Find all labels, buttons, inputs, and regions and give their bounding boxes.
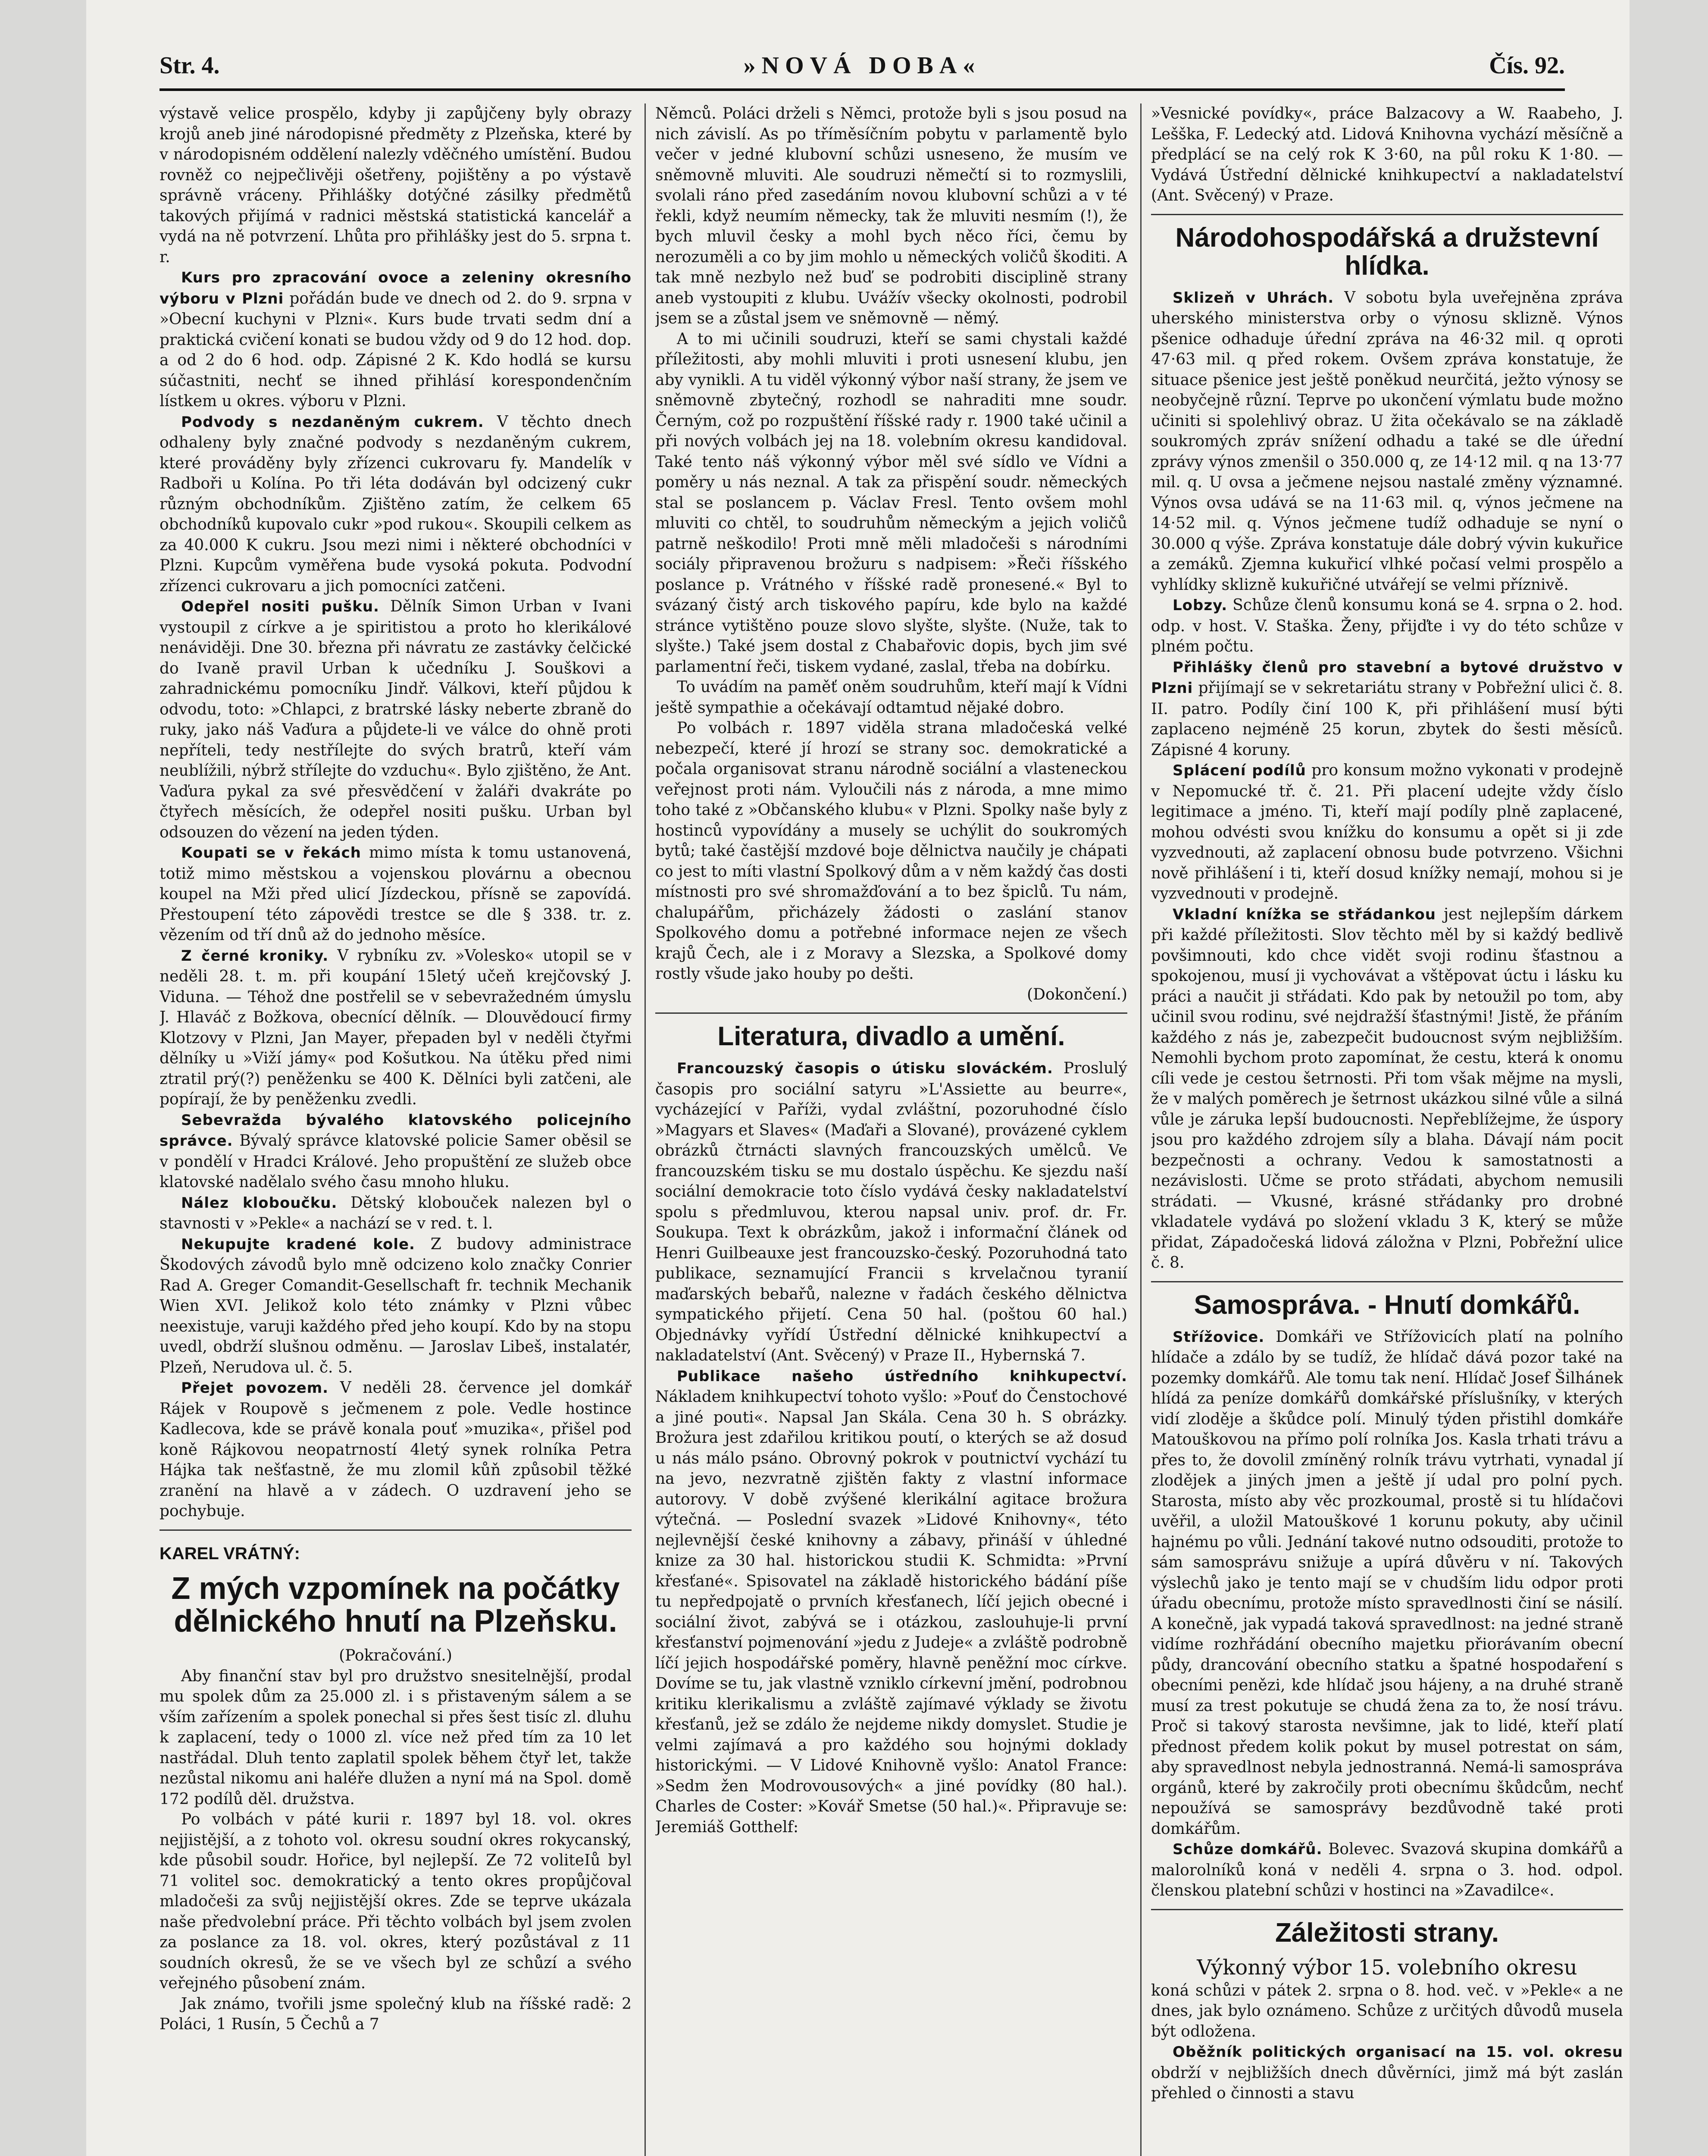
news-item [655,1366,1127,1838]
item-text: jest nejlepším dárkem při každé příležitosti. Slov těchto měl by si každý bedlivě povšimnouti, kdo chce vidět svoji rodinu šťastnou a spokojenou, musí ji vychovávat a vštěpovat úctu i lásku ku práci a naučit ji střádati. Kdo pak by netoužil po tom, aby učinil svou rodinu, své nejdražší šťastnými! Jistě, že přáním každého z nás je, zabezpečit budoucnost svým nejbližším. Nemohli bychom proto zapomínat, že cestu, která k onomu cíli vede je cestou šetrnosti. Při tom však mějme na mysli, že v malých poměrech je šetrnost ukázkou silné vůle a silná vůle je záruka lepší budoucnosti. Nepřeblížejme, že úspory jsou pro každého zdrojem síly a blaha. Dávají nám pocit bezpečnosti a ochrany. Vedou k samostatnosti a nezávislosti. Učme se proto střádati, abychom nemusili strádati. — Vkusné, krásné střádanky pro drobné vkladatele vydává po složení vkladu 3 K, který se může přidat, Západočeská lidová záložna v Plzni, Pobřežní ulice č. 8. [1151,905,1623,1272]
column-2 [655,103,1127,2156]
news-item [1151,904,1623,1273]
article-title: Z mých vzpomínek na počátky dělnického hnutí na Plzeňsku. [171,1571,620,1639]
article-text: Aby finanční stav byl pro družstvo snesitelnější, prodal mu spolek dům za 25.000 zl. i s přistaveným sálem a se vším zařízením a spolek ponechal si přes šest tisíc zl. dluhu k zaplacení, tedy o 1000 zl. více než před tím za 10 let nastřádal. Dluh tento zaplatil spolek během čtyř let, takže nezůstal nikomu ani haléře dlužen a nyní má na Spol. domě 172 podílů děl. družstva. [160,1667,632,1808]
item-text: Schůze členů konsumu koná se 4. srpna o 2. hod. odp. v host. V. Staška. Ženy, přijďte i vy do této schůze v plném počtu. [1151,596,1623,656]
item-text: V rybníku zv. »Volesko« utopil se v neděli 28. t. m. při koupání 15letý učeň krejčovský J. Viduna. — Téhož dne postřelil se v sebevražedném úmyslu J. Hlaváč z Božkova, obecnící dělník. — Dlouvědoucí firmy Klotzovy v Plzni, Jan Mayer, přepaden byl v neděli čtyřmi dělníky u »Viží jámy« pod Košutkou. Na útěku před nimi ztratil prý(?) peněženku se 400 K. Dělníci byli zatčeni, ale popírají, že by peněženku zvedli. [160,946,632,1108]
item-heading: Lobzy. [1173,597,1228,614]
item-text: Bývalý správce klatovské policie Samer oběsil se v pondělí v Hradci Králové. Jeho propuštění ze služeb obce klatovské nadělalo svého času mnoho hluku. [160,1132,632,1191]
section-rule [1151,1281,1623,1282]
item-heading: Střížovice. [1173,1328,1265,1346]
item-heading: Kurs pro zpracování ovoce a zeleniny okresního výboru v Plzni [160,269,632,307]
section-rule [655,1012,1127,1014]
item-heading: Publikace našeho ústředního knihkupectví. [677,1367,1127,1385]
item-heading: Splácení podílů [1173,762,1306,780]
section-heading-party: Záležitosti strany. [1275,1918,1499,1948]
news-item [160,412,632,597]
section-rule [160,1529,632,1531]
news-item [655,1058,1127,1366]
item-text: Bolevec. Svazová skupina domkářů a malorolníků koná v neděli 4. srpna o 3. hod. odpol. členskou platební schůzi v hostinci na »Zavadilce«. [1151,1840,1623,1900]
column-3 [1151,103,1623,2156]
item-heading: Schůze domkářů. [1173,1841,1323,1858]
news-item [1151,1839,1623,1901]
item-heading: Oběžník politických organisací na 15. vol. okresu [1173,2043,1623,2061]
news-item [1151,760,1623,904]
column-1 [160,103,632,2156]
article-text: Němců. Poláci drželi s Němci, protože byli s jsou posud na nich závislí. As po tříměsíčním pobytu v parlamentě bylo večer v jedné klubovní schůzi usneseno, že musím ve sněmovně mluviti. Ale soudruzi němečtí si to rozmyslili, svolali ráno před zasedáním novou klubovní schůzi a v té řekli, když neumím německy, tak že mluviti nesmím (!), že bych mluvil česky a mohl bych něco říci, čemu by nerozuměli a co by jim mohlo u německých voličů škoditi. A tak mně nezbylo než buď se podrobiti disciplině strany aneb vystoupiti z klubu. Uvážív všecky okolnosti, podrobil jsem se a zůstal jsem ve sněmovně — němý. [655,105,1127,327]
section-heading-economy: Národohospodářská a družstevní hlídka. [1175,222,1599,281]
item-text: V sobotu byla uveřejněna zpráva uherského ministerstva orby o výnosu sklizně. Výnos pšenice odhaduje úřední zpráva na 46·32 mil. q oproti 47·63 mil. q před rokem. Ovšem zpráva konstatuje, že situace pšenice jest ještě poněkud neurčitá, ježto výnosy se neobyčejně různí. Teprve po ukončení výmlatu bude možno učiniti si spolehlivý obraz. U žita očekávalo se na základě soukromých zpráv snížení odhadu a také se dle úřední zprávy výnos zmenšil o 350.000 q, ze 14·12 mil. q na 13·77 mil. q. U ovsa a ječmene nejsou nastalé změny významné. Výnos ovsa udává se na 11·63 mil. q, výnos ječmene na 14·52 mil. q. Výnos ječmene tudíž odhaduje se nyní o 30.000 q výše. Zpráva konstatuje dále dobrý vývin kukuřice a zemáků. Zjemna kukuřicí vlhké počasí velmi prospělo a vyhlídky sklizně kukuřičné utvářejí se velmi příznivě. [1151,288,1623,594]
section-rule [1151,1909,1623,1910]
item-text: Domkáři ve Střížovicích platí na polního hlídače a zdálo by se tudíž, že hlídač dává pozor také na pozemky domkářů. Ale tomu tak není. Hlídač Josef Šilhánek hlídá za peníze domkářů domkářské příslušníky, v kterých vidí zloděje a škůdce polí. Minulý týden přistihl domkáře Matouškovou na přímo polí rolníka Jos. Kasla trhati trávu a přes to, že dovolil zmíněný rolník trávu vytrhati, vynadal jí zlodějek a jiných jmen a ještě jí udal pro polní pych. Starosta, místo aby věc prozkoumal, prostě si tu hlídačovi uvěřil, a uložil Matouškové 1 korunu pokuty, aby učinil hajnému po vůli. Jednání takové nutno odsouditi, protože to sám samosprávu snižuje a upírá důvěru v ní. Takových výslechů jako je tento mají se v chudším lidu odpor proti úřadu obecnímu, protože místo spravedlnosti činí se násilí. A konečně, jak vypadá taková spravedlnost: na jedné straně vidíme rozhřádání obecního majetku přiorávaním obecní půdy, drancování obecního statku a špatné hospodaření s obecními penězi, kde hlídač jsou hájeny, a na druhé straně musí za trest pokutuje se chudá žena za to, že nosí trávu. Proč si takový starosta nevšimne, jak to lidé, kteří platí přednost předem kolik pokut by musel potrestat on sám, aby spravedlnost nebyla jednostranná. Nemá-li samospráva orgánů, které by zakročily proti obecnímu škůdcům, nechť nepoužívá se samosprávy bezdůvodně také proti domkářům. [1151,1328,1623,1838]
item-text: pro konsum možno vykonati v prodejně v Nepomucké tř. č. 21. Při placení udejte vždy číslo legitimace a jméno. Ti, kteří mají podíly plně zaplacené, mohou odvésti svou knížku do konsumu a opět si ji zde vyzvednouti, až zaplacení obnosu bude potvrzeno. Všichni nově přihlášení i ti, kteří dosud knížky nemají, mohou si je vyzvednouti v prodejně. [1151,761,1623,903]
section-heading-literature: Literatura, divadlo a umění. [717,1022,1065,1051]
notice-text: koná schůzi v pátek 2. srpna o 8. hod. več. v »Pekle« a ne dnes, jak bylo oznámeno. Schůze z určitých důvodů musela být odložena. [1151,1981,1623,2040]
news-item [1151,1327,1623,1839]
article-text: A to mi učinili soudruzi, kteří se sami chystali každé příležitosti, aby mohli mluviti i proti usnesení klubu, jen aby vynikli. A tu viděl výkonný výbor naší strany, že jsem ve sněmovně zbytečný, rozhodl se nahraditi mne soudr. Černým, což po rozpuštění říšské rady r. 1900 také učinil a při nových volbách jej na 18. volebním okresu kandidoval. Také tento náš výkonný výbor měl své sídlo ve Vídni a poměry u nás neznal. A tak za přispění soudr. německých stal se poslancem p. Václav Fresl. Tento ovšem mohl mluviti co chtěl, to soudruhům německým a jejich voličů patrně neškodilo! Proti mně měli mladočeši s národními sociály připravenou brožuru s nadpisem: »Řeči říšského poslance p. Vrátného v říšské radě pronesené.« Byl to svázaný čistý arch tiskového papíru, kde bylo na každé stránce vytištěno pouze slovo slyšte, slyšte. (Nuže, tak to slyšte.) Také jsem dostal z Chabařovic dopis, bych jim své parlamentní řeči, tiskem vydané, zaslal, třeba na dobírku. [655,330,1127,676]
column-divider [644,103,646,2156]
item-text: Dětský klobouček nalezen byl o stavnosti v »Pekle« a nachází se v red. t. l. [160,1194,632,1232]
item-text: V těchto dnech odhaleny byly značné podvody s nezdaněným cukrem, které prováděny byly zřízenci cukrovaru fy. Mandelík v Radboři u Kolína. Po tři léta dodáván byl odcizený cukr různým obchodníkům. Zjištěno zatím, že celkem 65 obchodníků kupovalo cukr »pod rukou«. Skoupili celkem as za 40.000 K cukru. Jsou mezi nimi i některé obchodníci v Plzni. Kupcům vyměřena bude vysoká pokuta. Podvodní zřízenci cukrovaru a jich pomocníci zatčeni. [160,413,632,595]
item-heading: Z černé kroniky. [181,947,329,965]
header-rule [160,88,1565,91]
newspaper-title: »NOVÁ DOBA« [743,52,981,79]
news-item [1151,595,1623,657]
issue-number: Čís. 92. [1489,52,1565,79]
column-divider [1140,103,1142,2156]
news-item [160,596,632,843]
news-item [160,1110,632,1193]
article-text: Po volbách r. 1897 viděla strana mladočeská velké nebezpečí, které jí hrozí se strany soc. demokratické a počala organisovat stranu národně sociální a vlasteneckou veřejnost proti nám. Vyloučili nás z národa, a mne mimo toho také z »Občanského klubu« v Plzni. Spolky naše byly z hostinců vypovídány a musely se uchýlit do soukromých bytů; také častější mzdové boje dělnictva naučily je chápati co jest to míti vlastní Spolkový dům a v něm každý čas dosti místnosti pro své shromažďování a to bez špiclů. Tu nám, chalupářům, přicházely žádosti o zaslání stanov Spolkového domu a potřebné informace nejen ze všech krajů Čech, ale i z Moravy a Slezska, a Spolkové domy rostly všude jako houby po dešti. [655,719,1127,983]
item-heading: Francouzský časopis o útisku slováckém. [677,1060,1053,1078]
newspaper-page [86,0,1630,2156]
article-text: Jak známo, tvořili jsme společný klub na říšské radě: 2 Poláci, 1 Rusín, 5 Čechů a 7 [160,1995,632,2034]
notice-lead: Výkonný výbor 15. volebního okresu [1197,1955,1577,1980]
item-heading: Sklizeň v Uhrách. [1173,289,1334,307]
item-text: Nákladem knihkupectví tohoto vyšlo: »Pouť do Čenstochové a jiné pouti«. Napsal Jan Skála. Cena 30 h. S obrázky. Brožura jest zdařilou kritikou poutí, o kterých se až dosud u nás málo psáno. Obrovný pokrok v poutnictví vychází tu na jevo, nezvratně zjištěn fakty z vlastní informace autorovy. V době zvýšené klerikální agitace brožura výtečná. — Poslední svazek »Lidové Knihovny«, této nejlevnější české knihovny a zábavy, přináší v úhledné knize za 30 hal. historickou studii K. Schmidta: »První křesťané«. Spisovatel na základě historického bádání píše tu nepředpojatě o prvních křesťanech, líčí jejich obecné i sociální život, zabývá se i otázkou, zaslouhuje-li první křesťanství pojmenování »jedu z Judeje« a zvláště podrobně líčí jejich hospodářské poměry, hlavně peněžní moc církve. Dovíme se tu, jak vlastně vzniklo církevní jmění, podrobnou kritiku klerikalismu a zvláště zajímavé výklady se životu křesťanů, jež se zdálo že nejdeme nikdy domyslet. Studie je velmi zajímavá a pro každého sou hojnými doklady historickými. — V Lidové Knihovně vyšlo: Anatol France: »Sedm žen Modrovousových« a jiné povídky (80 hal.). Charles de Coster: »Kovář Smetse (50 hal.)«. Připravuje se: Jeremiáš Gotthelf: [655,1388,1127,1836]
item-heading: Nekupujte kradené kole. [181,1235,415,1253]
article-text: Po volbách v páté kurii r. 1897 byl 18. vol. okres nejjistější, a z tohoto vol. okresu soudní okres rokycanský, kde působil soudr. Hořice, byl nejlepší. Ze 72 voliteIů byl 71 volitel soc. demokratický a tento okres propůjčoval mladočeši za svůj nejjistější okres. Zde se teprve ukázala naše předvolební práce. Při těchto volbách byl jsem zvolen za poslance za 18. vol. okres, který pozůstával z 11 soudních okresů, že se ve všech byl ze schůzí a svého veřejného působení znám. [160,1811,632,1993]
news-item [160,267,632,412]
section-rule [1151,214,1623,215]
news-item [160,1378,632,1522]
item-text: Proslulý časopis pro sociální satyru »L'Assiette au beurre«, vycházející v Paříži, vydal zvláštní, pozoruhodné číslo »Magyars et Slaves« (Maďaři a Slované), provázené cyklem obrázků čtrnácti slavných francouzských umělců. Ve francouzském tisku se mu dostalo úspěchu. Ke sjezdu naší sociální demokracie toto číslo vydává česky nakladatelství spolu s předmluvou, kterou napsal univ. prof. dr. Fr. Soukupa. Text k obrázkům, jakož i informační článek od Henri Guilbeauxe jest francouzsko-český. Pozoruhodná tato publikace, seznamující Francii s krvelačnou tyranií maďarských bebařů, nalezne v řadách českého dělnictva sympatického přijetí. Cena 50 hal. (poštou 60 hal.) Objednávky vyřídí Ústřední dělnické knihkupectví a nakladatelství (Ant. Svěcený) v Praze II., Hybernská 7. [655,1059,1127,1365]
item-heading: Nález kloboučku. [181,1194,338,1212]
item-heading: Vkladní knížka se střádankou [1173,906,1436,923]
page-number: Str. 4. [160,52,220,79]
to-be-concluded-note: (Dokončení.) [1027,985,1127,1003]
news-item [160,1234,632,1378]
article-author: KAREL VRÁTNÝ: [160,1544,300,1563]
page-header [160,52,1565,86]
item-text: V neděli 28. července jel domkář Rájek v Roupově s ječmenem z pole. Vedle hostince Kadlecova, kde se právě konala pouť »muzika«, přišel pod koně Rájkovou neopatrností 4letý synek rolníka Petra Hájka tak nešťastně, že mu zlomil kůň způsobil těžké zranění na hlavě a v zádech. O uzdravení jeho se pochybuje. [160,1379,632,1520]
item-text: přijímají se v sekretariátu strany v Pobřežní ulici č. 8. II. patro. Podíly činí 100 K, při přihlášení musí býti zaplaceno nejméně 25 korun, zbytek do šesti měsíců. Zápisné 4 koruny. [1151,679,1623,759]
news-item [160,843,632,946]
item-heading: Koupati se v řekách [181,844,361,862]
item-text: obdrží v nejbližších dnech důvěrníci, jimž má být zaslán přehled o činnosti a stavu [1151,2064,1623,2103]
item-text: Dělník Simon Urban v Ivani vystoupil z církve a je spiritistou a proto ho klerikálové nenáviději. Dne 30. března při návratu ze zastávky čelčické do Ivaně pravil Urban k učedníku J. Souškovi a zahradnickému pomocníku Jindř. Válkovi, kteří půjdou k odvodu, toto: »Chlapci, z bratrské lásky neberte zbraně do ruky, jako náš Vaďura a půjdete-li ve válce do ohně proti nepříteli, tedy nestřílejte do svých bratrů, kteří vám neublížili, nýbrž střílejte do vzduchu«. Bylo zjištěno, že Ant. Vaďura pykal za své přesvědčení v žaláři dvakráte po čtyřech měsících, že odepřel nositi pušku. Urban byl odsouzen do vězení na jeden týden. [160,598,632,841]
news-item [1151,657,1623,761]
item-heading: Podvody s nezdaněným cukrem. [181,413,484,431]
item-heading: Přejet povozem. [181,1379,329,1397]
item-text: Z budovy administrace Škodových závodů bylo mně odcizeno kolo značky Conrier Rad A. Greger Comandit-Gesellschaft fr. technik Mechanik Wien XVI. Jelikož kolo této známky v Plzni vůbec neexistuje, varuji každého před jeho koupí. Kdo by na stopu uvedl, obdrží slušnou odměnu. — Jaroslav Libeš, instalatér, Plzeň, Nerudova ul. č. 5. [160,1235,632,1376]
news-item [160,946,632,1110]
item-heading: Přihlášky členů pro stavební a bytové družstvo v Plzni [1151,658,1623,697]
item-heading: Odepřel nositi pušku. [181,598,379,615]
section-heading-selfgov: Samospráva. - Hnutí domkářů. [1194,1290,1580,1320]
item-text: pořádán bude ve dnech od 2. do 9. srpna v »Obecní kuchyni v Plzni«. Kurs bude trvati sedm dní a praktická cvičení konati se budou vždy od 9 do 12 hod. dop. a od 2 do 6 hod. odp. Zápisné 2 K. Kdo hodlá se kursu súčastniti, nechť se ihned přihlásí korespondenčním lístkem u okres. výboru v Plzni. [160,289,632,410]
news-item [1151,288,1623,595]
continued-note: (Pokračování.) [339,1647,452,1665]
news-item [160,1193,632,1234]
article-text: To uvádím na paměť oněm soudruhům, kteří mají k Vídni ještě sympathie a očekávají odtamtud nějaké dobro. [655,678,1127,717]
item-heading: Sebevražda bývalého klatovského policejního správce. [160,1111,632,1150]
article-text: »Vesnické povídky«, práce Balzacovy a W. Raabeho, J. Lešška, F. Ledecký atd. Lidová Knihovna vychází měsíčně a předplácí se na celý rok K 3·60, na půl roku K 1·80. — Vydává Ústřední dělnické knihkupectví a nakladatelství (Ant. Svěcený) v Praze. [1151,105,1623,204]
article-text: výstavě velice prospělo, kdyby ji zapůjčeny byly obrazy krojů aneb jiné národopisné předměty z Plzeňska, které by v národopisném oddělení nalezly vděčného umístění. Budou rovněž co nejpečlivěji ošetřeny, pojištěny a po výstavě správně vráceny. Přihlášky dotýčné zásilky předmětů takových přijímá v radnici městská statistická kancelář a vydá na ně potvrzení. Lhůta pro přihlášky jest do 5. srpna t. r. [160,105,632,266]
news-item [1151,2042,1623,2104]
item-text: mimo místa k tomu ustanovená, totiž mimo městskou a vojenskou plovárnu a obecnou koupel na Mži před ulicí Jízdeckou, přísně se zapovídá. Přestoupení této zápovědi trestce se dle § 338. tr. z. vězením od tří dnů až do jednoho měsíce. [160,844,632,944]
